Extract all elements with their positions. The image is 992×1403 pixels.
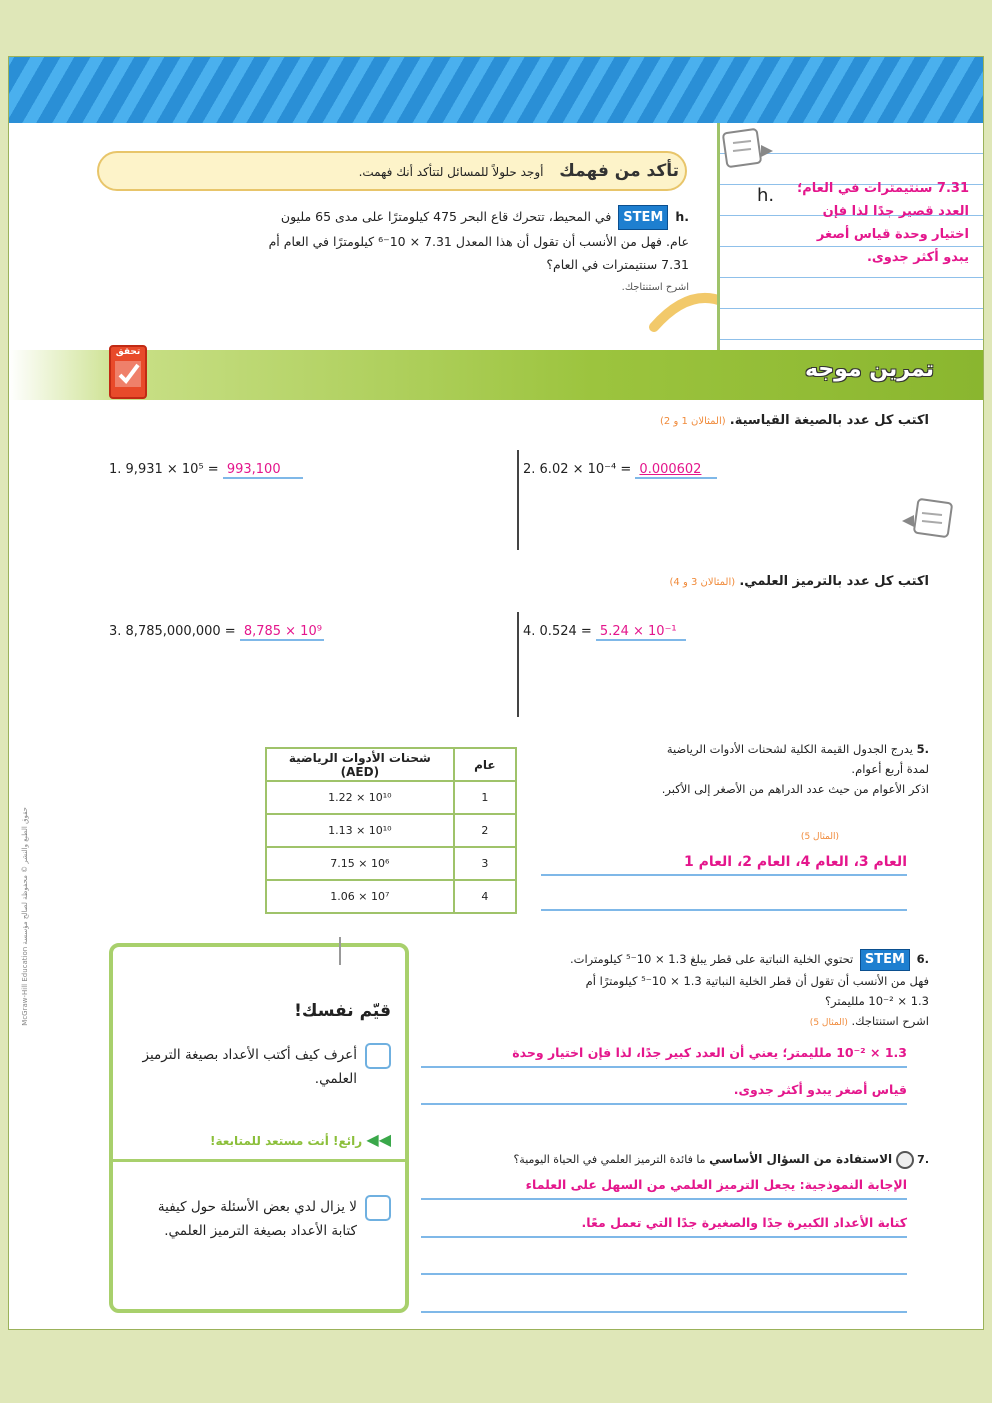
self-assessment-divider — [113, 1159, 405, 1162]
question-6-line1: تحتوي الخلية النباتية على قطر يبلغ 1.3 × 10⁻⁵ كيلومترات. — [569, 952, 854, 966]
question-6-number: .6 — [916, 952, 929, 966]
question-5-answer: العام 3، العام 4، العام 2، العام 1 — [541, 854, 907, 876]
instruction-2-text: اكتب كل عدد بالترميز العلمي. — [739, 574, 929, 589]
problem-1-answer: 993,100 — [223, 462, 303, 479]
problem-1 — [109, 462, 303, 479]
questions-checkbox[interactable] — [365, 1195, 391, 1221]
worksheet-page — [8, 56, 984, 1330]
question-5-line2: لمدة أربع أعوام. — [851, 762, 929, 776]
instruction-1-ref: (المثالان 1 و 2) — [660, 416, 726, 427]
question-7-answer-line1: الإجابة النموذجية: يجعل الترميز العلمي من السهل على العلماء — [421, 1177, 907, 1200]
table-header-year: عام — [454, 748, 516, 781]
great-message — [121, 1130, 391, 1149]
double-arrow-icon: ◀◀ — [366, 1130, 391, 1149]
table-cell-value: 1.06 × 10⁷ — [266, 880, 454, 913]
problem-h-line3: 7.31 سنتيمترات في العام؟ — [546, 257, 689, 272]
guided-practice-title: تمرين موجه — [804, 357, 934, 382]
shipments-table — [265, 747, 517, 914]
divider-1-2 — [517, 450, 519, 550]
question-6-answer-line1: 1.3 × 10⁻² ملليمتر؛ يعني أن العدد كبير جدًا، لذا فإن اختيار وحدة — [421, 1045, 907, 1068]
question-6-explain: اشرح استنتاجك. — [851, 1014, 929, 1028]
notebook-answer-line2: العدد قصير جدًا لذا فإن — [822, 204, 969, 219]
problem-3-text: 3. 8,785,000,000 = — [109, 624, 236, 639]
problem-2 — [523, 462, 717, 479]
question-7-question: ما فائدة الترميز العلمي في الحياة اليومية؟ — [513, 1153, 706, 1166]
divider-3-4 — [517, 612, 519, 717]
self-assessment-item1: أعرف كيف أكتب الأعداد بصيغة الترميز العلمي. — [142, 1047, 357, 1087]
table-cell-year: 4 — [454, 880, 516, 913]
table-row — [266, 814, 516, 847]
understand-checkbox[interactable] — [365, 1043, 391, 1069]
problem-2-answer: 0.000602 — [635, 462, 717, 479]
table-cell-year: 2 — [454, 814, 516, 847]
notebook-h-label: h. — [757, 185, 775, 206]
problem-h-explain: اشرح استنتاجك. — [621, 282, 689, 293]
problem-3 — [109, 624, 324, 641]
problem-1-text: 1. 9,931 × 10⁵ = — [109, 462, 219, 477]
question-5-ref: (المثال 5) — [800, 832, 839, 842]
question-6-answer-line2: قياس أصغر يبدو أكثر جدوى. — [421, 1082, 907, 1105]
checkmark-icon — [111, 357, 145, 391]
stem-badge: STEM — [860, 949, 910, 971]
table-cell-year: 3 — [454, 847, 516, 880]
table-row — [266, 781, 516, 814]
problem-2-text: 2. 6.02 × 10⁻⁴ = — [523, 462, 632, 477]
question-6-line2: فهل من الأنسب أن تقول أن قطر الخلية النباتية 1.3 × 10⁻⁵ كيلومترًا أم — [585, 974, 929, 988]
table-cell-value: 1.13 × 10¹⁰ — [266, 814, 454, 847]
table-row — [266, 847, 516, 880]
instruction-1-text: اكتب كل عدد بالصيغة القياسية. — [729, 413, 929, 428]
problem-h-line2: عام. فهل من الأنسب أن تقول أن هذا المعدل 7.31 × 10⁻⁶ كيلومترًا في العام أم — [268, 234, 689, 249]
table-header-row — [266, 748, 516, 781]
table-cell-value: 7.15 × 10⁶ — [266, 847, 454, 880]
table-cell-year: 1 — [454, 781, 516, 814]
table-header-shipments: شحنات الأدوات الرياضية (AED) — [266, 748, 454, 781]
table-cell-value: 1.22 × 10¹⁰ — [266, 781, 454, 814]
problem-4-answer: 5.24 × 10⁻¹ — [596, 624, 686, 641]
question-6 — [419, 949, 929, 1033]
check-understanding-title: تأكد من فهمك — [559, 161, 679, 181]
notebook-answer-line4: يبدو أكثر جدوى. — [866, 250, 969, 265]
question-5-number: .5 — [916, 742, 929, 756]
question-7 — [419, 1151, 929, 1169]
copyright-note: حقوق الطبع والنشر © محفوظة لصالح مؤسسة McGraw-Hill Education — [21, 807, 29, 1026]
question-5-line1: يدرج الجدول القيمة الكلية لشحنات الأدوات الرياضية — [666, 742, 913, 756]
self-assessment-box — [109, 943, 409, 1313]
answer-line — [541, 905, 907, 911]
notebook-link-icon — [902, 497, 962, 547]
problem-h — [109, 205, 689, 299]
self-assessment-title: قيّم نفسك! — [294, 1001, 391, 1021]
question-5-line3: اذكر الأعوام من حيث عدد الدراهم من الأصغر إلى الأكبر. — [661, 782, 929, 796]
question-5 — [539, 739, 929, 799]
stem-badge: STEM — [618, 205, 668, 230]
problem-h-line1: في المحيط، تتحرك قاع البحر 475 كيلومترًا على مدى 65 مليون — [280, 209, 612, 224]
check-instruction: أوجد حلولاً للمسائل لتتأكد أنك فهمت. — [358, 165, 544, 179]
question-7-answer-line2: كتابة الأعداد الكبيرة جدًا والصغيرة جدًا التي تعمل معًا. — [421, 1215, 907, 1238]
check-badge-label: تحقق — [115, 347, 141, 357]
problem-h-letter: .h — [675, 209, 689, 224]
check-understanding-row — [109, 157, 679, 186]
great-message-text: رائع! أنت مستعد للمتابعة! — [210, 1134, 363, 1148]
instruction-scientific-notation — [409, 574, 929, 589]
magnifier-icon — [896, 1151, 914, 1169]
box-hanger — [339, 937, 341, 965]
problem-4-text: 4. 0.524 = — [523, 624, 592, 639]
question-6-ref: (المثال 5) — [809, 1018, 848, 1028]
answer-line — [421, 1307, 907, 1313]
table-row — [266, 880, 516, 913]
header-band — [9, 57, 983, 123]
notebook-answer-line3: اختيار وحدة قياس أصغر — [816, 227, 969, 242]
self-assessment-item2: لا يزال لدي بعض الأسئلة حول كيفية كتابة الأعداد بصيغة الترميز العلمي. — [157, 1199, 357, 1239]
question-7-number: .7 — [917, 1153, 929, 1166]
answer-line — [421, 1269, 907, 1275]
question-7-label: الاستفادة من السؤال الأساسي — [709, 1152, 893, 1166]
check-badge — [109, 345, 147, 399]
notebook-answer-line1: 7.31 سنتيمترات في العام؛ — [797, 181, 969, 196]
instruction-2-ref: (المثالان 3 و 4) — [669, 577, 736, 588]
problem-3-answer: 8,785 × 10⁹ — [240, 624, 324, 641]
notebook-tab-icon — [721, 127, 781, 177]
instruction-standard-form — [409, 413, 929, 428]
question-6-line3: 1.3 × 10⁻² ملليمتر؟ — [824, 994, 929, 1008]
notebook-answer — [769, 177, 969, 269]
problem-4 — [523, 624, 686, 641]
